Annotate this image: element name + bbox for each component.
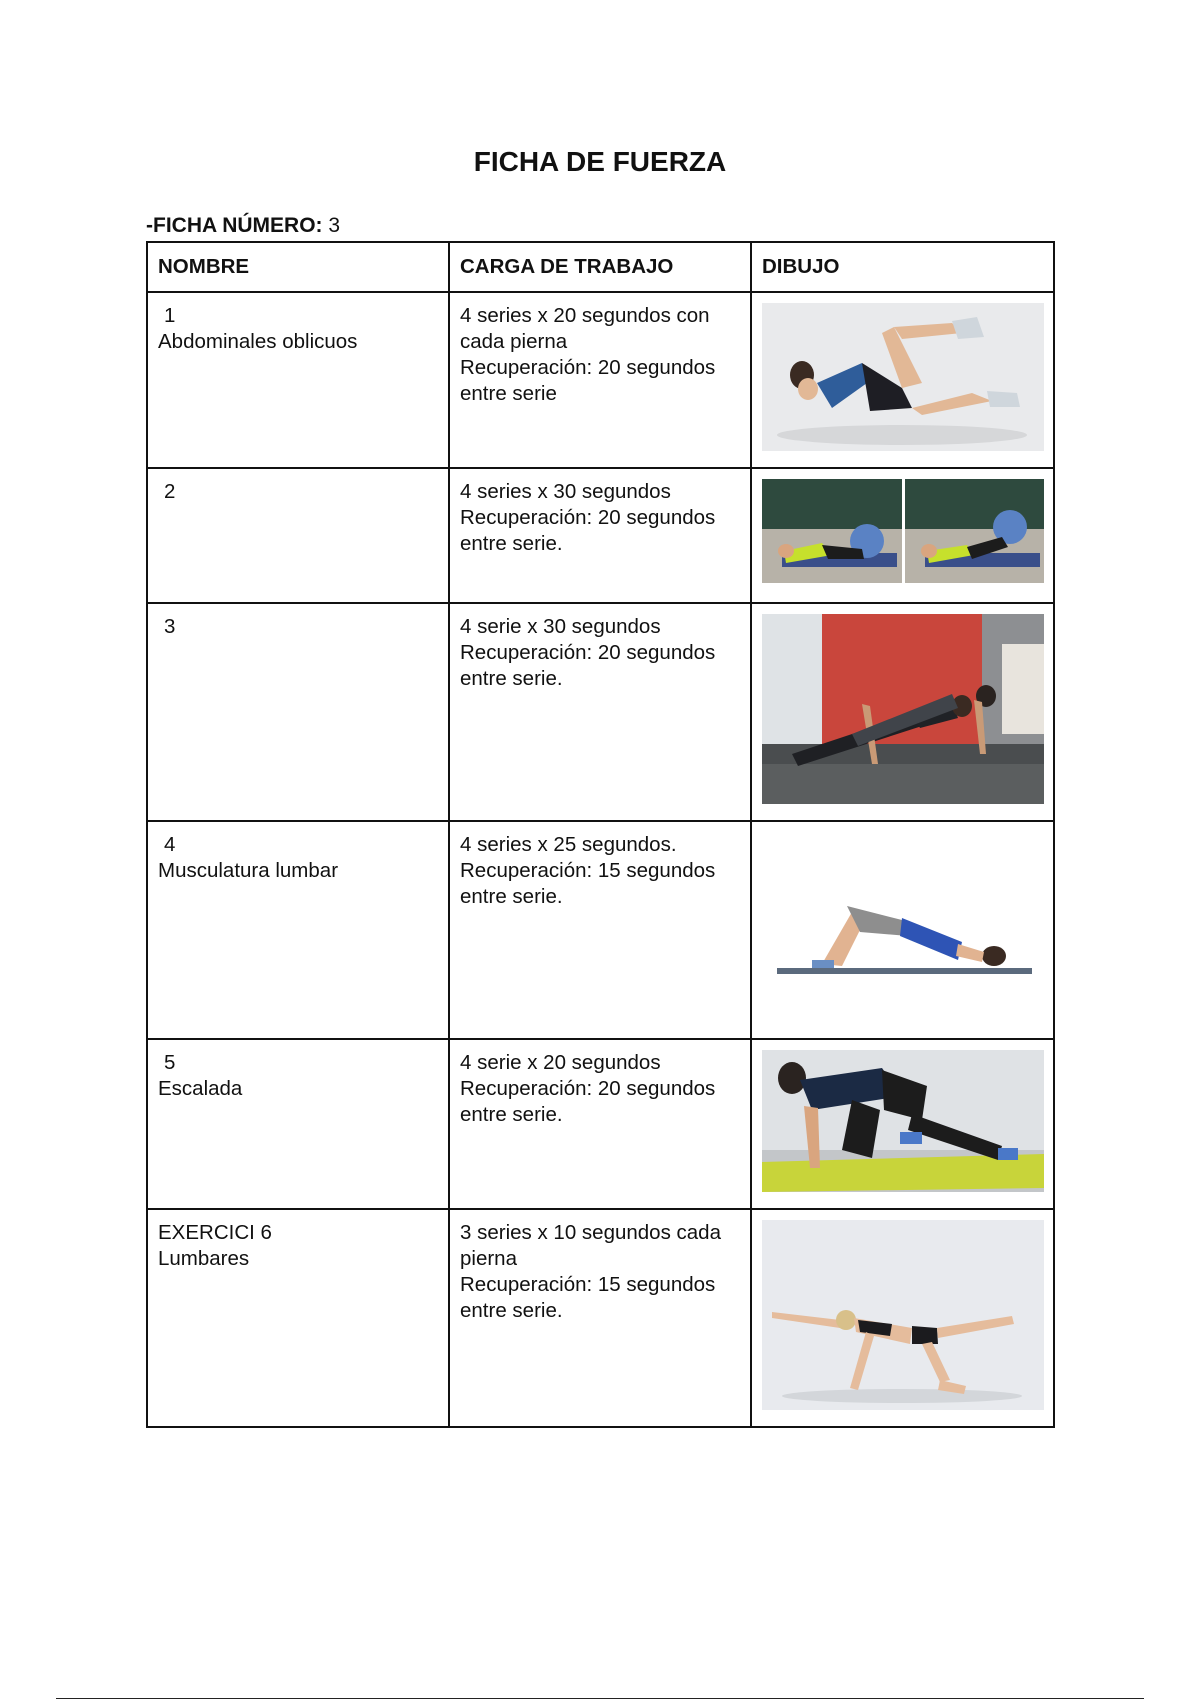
drawing-cell bbox=[751, 1039, 1054, 1209]
recovery-text: Recuperación: 20 segundos entre serie. bbox=[460, 1077, 716, 1126]
table-row bbox=[147, 292, 1054, 468]
exercise-name-cell bbox=[147, 468, 449, 603]
workload-cell bbox=[449, 1209, 751, 1427]
table-row bbox=[147, 1209, 1054, 1427]
workload-text: 4 series x 30 segundos bbox=[460, 480, 671, 503]
exercise-number: 2 bbox=[164, 480, 176, 503]
exercise-name: Musculatura lumbar bbox=[158, 859, 339, 882]
recovery-text: Recuperación: 15 segundos entre serie. bbox=[460, 859, 716, 908]
recovery-text: Recuperación: 20 segundos entre serie. bbox=[460, 641, 716, 690]
exercise-name-cell bbox=[147, 292, 449, 468]
exercise-number: EXERCICI 6 bbox=[158, 1221, 272, 1244]
drawing-cell bbox=[751, 468, 1054, 603]
workload-cell bbox=[449, 292, 751, 468]
workload-cell bbox=[449, 1039, 751, 1209]
exercise-name-cell bbox=[147, 1209, 449, 1427]
exercise-table bbox=[146, 241, 1055, 1428]
table-row bbox=[147, 821, 1054, 1039]
workload-text: 4 serie x 30 segundos bbox=[460, 615, 661, 638]
workload-text: 4 serie x 20 segundos bbox=[460, 1051, 661, 1074]
footer-rule bbox=[56, 1698, 1144, 1699]
drawing-cell bbox=[751, 1209, 1054, 1427]
workload-cell bbox=[449, 821, 751, 1039]
header-dibujo: DIBUJO bbox=[751, 242, 1054, 292]
exercise-name-cell bbox=[147, 603, 449, 821]
header-carga: CARGA DE TRABAJO bbox=[449, 242, 751, 292]
exercise-photo bbox=[762, 614, 1044, 804]
table-row bbox=[147, 603, 1054, 821]
exercise-number: 1 bbox=[164, 304, 176, 327]
exercise-photo bbox=[762, 479, 1044, 583]
workload-cell bbox=[449, 468, 751, 603]
drawing-cell bbox=[751, 603, 1054, 821]
ficha-number-label: -FICHA NÚMERO: bbox=[146, 214, 323, 237]
workload-text: 3 series x 10 segundos cada pierna bbox=[460, 1221, 721, 1270]
exercise-name-cell bbox=[147, 821, 449, 1039]
exercise-number: 4 bbox=[164, 833, 176, 856]
exercise-photo bbox=[762, 832, 1044, 1022]
exercise-number: 3 bbox=[164, 615, 176, 638]
recovery-text: Recuperación: 20 segundos entre serie. bbox=[460, 506, 716, 555]
workload-text: 4 series x 20 segundos con cada pierna bbox=[460, 304, 710, 353]
workload-text: 4 series x 25 segundos. bbox=[460, 833, 677, 856]
recovery-text: Recuperación: 15 segundos entre serie. bbox=[460, 1273, 716, 1322]
recovery-text: Recuperación: 20 segundos entre serie bbox=[460, 356, 716, 405]
exercise-name: Abdominales oblicuos bbox=[158, 330, 358, 353]
ficha-number bbox=[146, 214, 340, 238]
exercise-photo bbox=[762, 1050, 1044, 1192]
exercise-name-cell bbox=[147, 1039, 449, 1209]
header-nombre: NOMBRE bbox=[147, 242, 449, 292]
table-header-row bbox=[147, 242, 1054, 292]
exercise-name: Escalada bbox=[158, 1077, 243, 1100]
exercise-name: Lumbares bbox=[158, 1247, 250, 1270]
page-title: FICHA DE FUERZA bbox=[473, 146, 727, 177]
exercise-number: 5 bbox=[164, 1051, 176, 1074]
exercise-photo bbox=[762, 1220, 1044, 1410]
workload-cell bbox=[449, 603, 751, 821]
drawing-cell bbox=[751, 292, 1054, 468]
table-row bbox=[147, 468, 1054, 603]
drawing-cell bbox=[751, 821, 1054, 1039]
exercise-photo bbox=[762, 303, 1044, 451]
ficha-number-value: 3 bbox=[328, 214, 341, 237]
table-row bbox=[147, 1039, 1054, 1209]
